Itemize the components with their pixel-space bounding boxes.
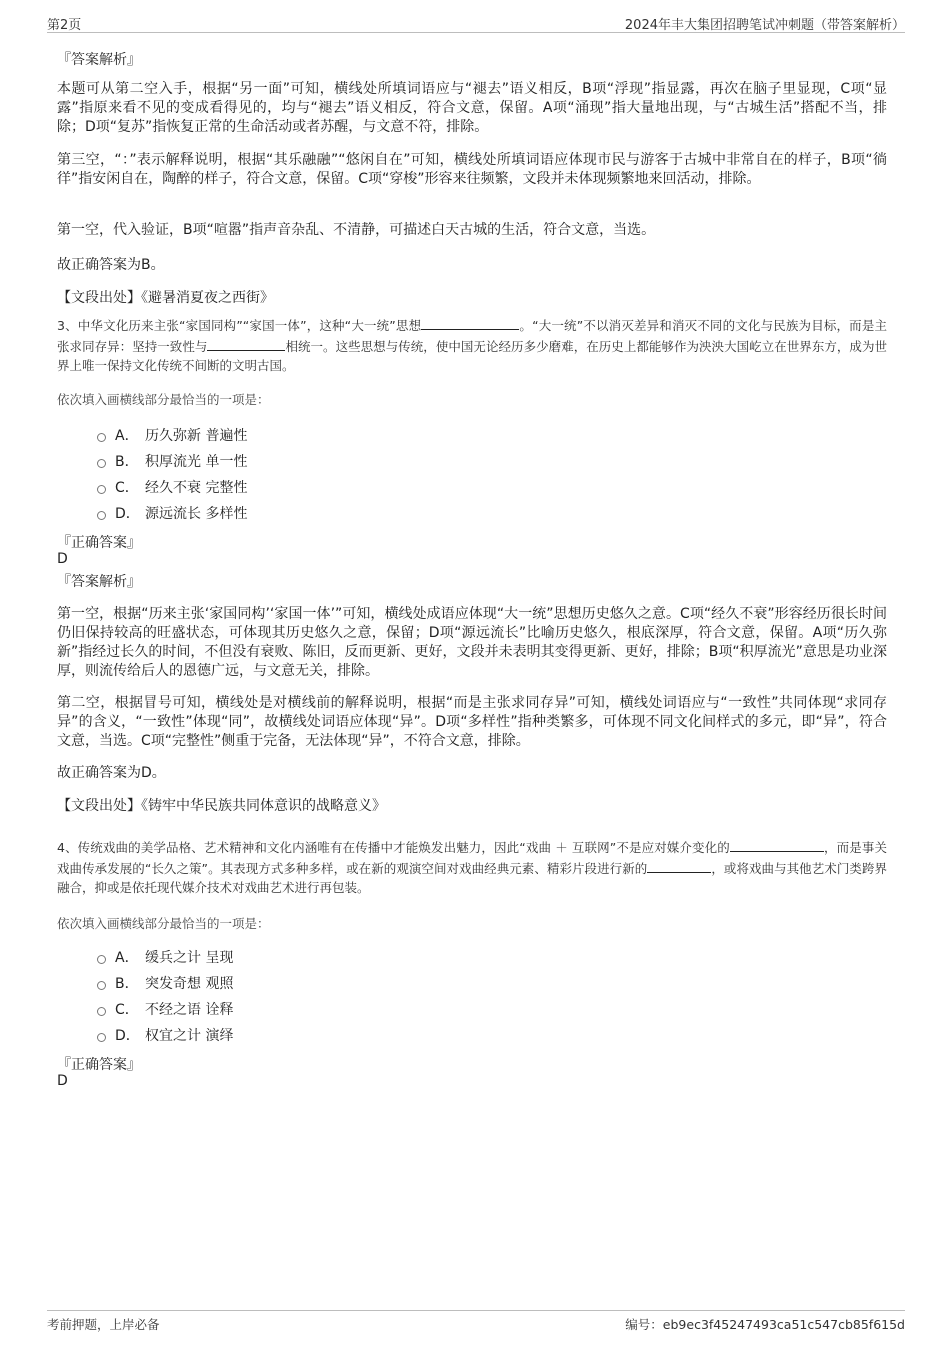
- option-key: C．: [115, 1002, 139, 1018]
- option-text: 缓兵之计 呈现: [145, 950, 234, 966]
- radio-button[interactable]: [97, 459, 106, 468]
- stem-part: 3、中华文化历来主张“家国同构”“家国一体”，这种“大一统”思想: [57, 318, 422, 333]
- page-footer: [47, 1310, 905, 1331]
- option-d[interactable]: [97, 1025, 233, 1045]
- option-c[interactable]: [97, 477, 247, 497]
- option-text: 突发奇想 观照: [145, 976, 234, 992]
- answer-conclusion: 故正确答案为D。: [57, 765, 166, 781]
- option-b[interactable]: [97, 451, 247, 471]
- option-b[interactable]: [97, 973, 233, 993]
- source-citation: 【文段出处】《避暑消夏夜之西街》: [57, 290, 274, 306]
- option-a[interactable]: [97, 425, 247, 445]
- option-d[interactable]: [97, 503, 247, 523]
- option-text: 历久弥新 普遍性: [145, 428, 248, 444]
- fill-blank: [207, 336, 285, 351]
- analysis-paragraph: 第二空，根据冒号可知，横线处是对横线前的解释说明，根据“而是主张求同存异”可知，横线处词语应与“一致性”共同体现“求同存异”的含义，“一致性”体现“同”，故横线处词语应体现“异”。D项“多样性”指种类繁多，可体现不同文化间样式的多元，即“异”，符合文意，当选。C项“完整性”侧重于完备，无法体现“异”，不符合文意，排除。: [57, 695, 887, 749]
- radio-button[interactable]: [97, 511, 106, 520]
- radio-button[interactable]: [97, 485, 106, 494]
- option-c[interactable]: [97, 999, 233, 1019]
- correct-answer: D: [57, 551, 68, 567]
- analysis-paragraph: 第三空，“：”表示解释说明，根据“其乐融融”“悠闲自在”可知，横线处所填词语应体现市民与游客于古城中非常自在的样子，B项“徜徉”指安闲自在，陶醉的样子，符合文意，保留。C项“穿梭”形容来往频繁，文段并未体现频繁地来回活动，排除。: [57, 152, 887, 187]
- option-key: C．: [115, 480, 139, 496]
- fill-blank: [647, 858, 711, 873]
- correct-answer-label: 『正确答案』: [57, 1057, 141, 1073]
- analysis-label: 『答案解析』: [57, 574, 141, 590]
- radio-button[interactable]: [97, 955, 106, 964]
- option-text: 源远流长 多样性: [145, 506, 248, 522]
- analysis-paragraph: 本题可从第二空入手，根据“另一面”可知，横线处所填词语应与“褪去”语义相反，B项“浮现”指显露，再次在脑子里显现，C项“显露”指原来看不见的变成看得见的，均与“褪去”语义相反，符合文意，保留。A项“涌现”指大量地出现，与“古城生活”搭配不当，排除；D项“复苏”指恢复正常的生命活动或者苏醒，与文意不符，排除。: [57, 81, 887, 135]
- page-header: [47, 12, 905, 33]
- analysis-paragraph: 第一空，代入验证，B项“喧嚣”指声音杂乱、不清静，可描述白天古城的生活，符合文意，当选。: [57, 222, 656, 238]
- radio-button[interactable]: [97, 433, 106, 442]
- option-key: A．: [115, 428, 139, 444]
- radio-button[interactable]: [97, 1033, 106, 1042]
- document-title: 2024年丰大集团招聘笔试冲刺题（带答案解析）: [624, 18, 905, 33]
- analysis-paragraph: 第一空，根据“历来主张‘家国同构’‘家国一体’”可知，横线处成语应体现“大一统”思想历史悠久之意。C项“经久不衰”形容经历很长时间仍旧保持较高的旺盛状态，可体现其历史悠久之意，保留；D项“源远流长”比喻历史悠久，根底深厚，符合文意，保留。A项“历久弥新”指经过长久的时间，不但没有衰败、陈旧，反而更新、更好，文段并未表明其变得更新、更好，排除；B项“积厚流光”意思是功业深厚，则流传给后人的恩德广远，与文意无关，排除。: [57, 606, 887, 679]
- option-key: A．: [115, 950, 139, 966]
- stem-part: 。“大一统”不以消灭差异和消灭不同的文化与民族为目标，而是主张求同存异：坚持一致性与: [57, 318, 888, 354]
- option-key: D．: [115, 506, 140, 522]
- option-a[interactable]: [97, 947, 233, 967]
- option-text: 权宜之计 演绎: [145, 1028, 234, 1044]
- page-number: 第2页: [47, 18, 82, 33]
- stem-part: 4、传统戏曲的美学品格、艺术精神和文化内涵唯有在传播中才能焕发出魅力，因此“戏曲 ＋ 互联网”不是应对媒介变化的: [57, 840, 730, 855]
- question-instruction: 依次填入画横线部分最恰当的一项是：: [57, 916, 270, 931]
- correct-answer-label: 『正确答案』: [57, 535, 141, 551]
- fill-blank: [730, 837, 824, 852]
- question-instruction: 依次填入画横线部分最恰当的一项是：: [57, 392, 270, 407]
- option-key: D．: [115, 1028, 140, 1044]
- stem-part: ，而是事关戏曲传承发展的“长久之策”。其表现方式多种多样，或在新的观演空间对戏曲经典元素、精彩片段进行新的: [57, 840, 887, 876]
- stem-part: 相统一。这些思想与传统，使中国无论经历多少磨难，在历史上都能够作为泱泱大国屹立在世界东方，成为世界上唯一保持文化传统不间断的文明古国。: [57, 338, 887, 373]
- question-stem: [57, 315, 887, 376]
- correct-answer: D: [57, 1073, 68, 1089]
- question-stem: [57, 837, 887, 898]
- fill-blank: [421, 315, 519, 330]
- radio-button[interactable]: [97, 981, 106, 990]
- footer-slogan: 考前押题，上岸必备: [47, 1317, 160, 1332]
- option-text: 不经之语 诠释: [145, 1002, 234, 1018]
- option-key: B．: [115, 454, 139, 470]
- option-key: B．: [115, 976, 139, 992]
- analysis-label: 『答案解析』: [57, 52, 141, 68]
- stem-part: ，或将戏曲与其他艺术门类跨界融合，抑或是依托现代媒介技术对戏曲艺术进行再包装。: [57, 860, 887, 895]
- answer-conclusion: 故正确答案为B。: [57, 257, 165, 273]
- option-text: 经久不衰 完整性: [145, 480, 248, 496]
- radio-button[interactable]: [97, 1007, 106, 1016]
- document-id: 编号：eb9ec3f45247493ca51c547cb85f615d: [625, 1317, 905, 1332]
- source-citation: 【文段出处】《铸牢中华民族共同体意识的战略意义》: [57, 798, 386, 814]
- option-text: 积厚流光 单一性: [145, 454, 248, 470]
